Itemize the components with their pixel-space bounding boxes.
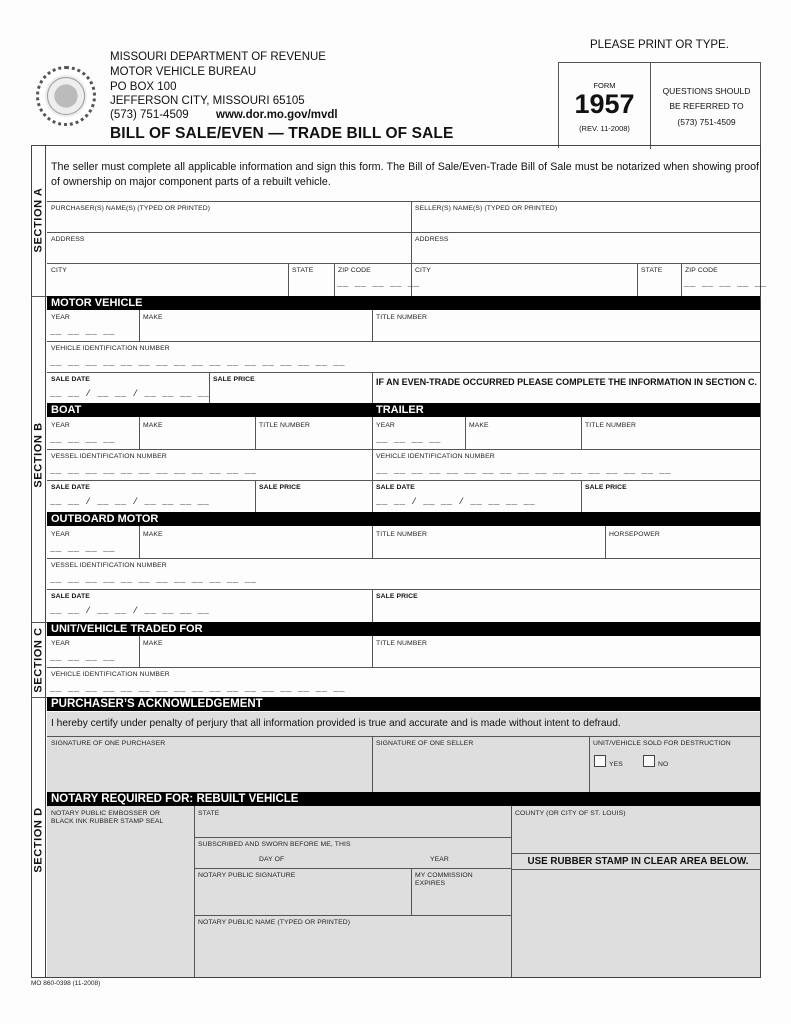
questions-line-1: QUESTIONS SHOULD: [662, 86, 751, 96]
traded-year-blanks: __ __ __ __: [50, 653, 115, 663]
day-of-label: DAY OF: [259, 856, 285, 863]
notary-signature-field[interactable]: NOTARY PUBLIC SIGNATURE: [198, 872, 296, 879]
seller-city-field[interactable]: CITY: [415, 267, 431, 274]
boat-vessel-id-blanks: __ __ __ __ __ __ __ __ __ __ __ __: [50, 466, 257, 476]
rubber-stamp-note: USE RUBBER STAMP IN CLEAR AREA BELOW.: [527, 856, 749, 867]
outboard-year-blanks: __ __ __ __: [50, 544, 115, 554]
boat-sale-price-field[interactable]: SALE PRICE: [259, 484, 301, 491]
purchaser-state-field[interactable]: STATE: [292, 267, 314, 274]
section-d-label: SECTION D: [32, 807, 45, 873]
section-a-label: SECTION A: [32, 187, 45, 253]
destruction-no-checkbox[interactable]: [643, 755, 655, 767]
outboard-year-field[interactable]: YEAR: [51, 531, 70, 538]
trailer-make-field[interactable]: MAKE: [469, 422, 489, 429]
seller-signature-field[interactable]: SIGNATURE OF ONE SELLER: [376, 740, 474, 747]
seller-zip-field[interactable]: ZIP CODE: [685, 267, 718, 274]
questions-line-2: BE REFERRED TO: [669, 101, 744, 111]
destruction-yes-label: YES: [609, 761, 623, 768]
section-b-label: SECTION B: [32, 422, 45, 488]
outboard-title-number-field[interactable]: TITLE NUMBER: [376, 531, 428, 538]
mv-title-number-field[interactable]: TITLE NUMBER: [376, 314, 428, 321]
notary-name-field[interactable]: NOTARY PUBLIC NAME (TYPED OR PRINTED): [198, 919, 351, 926]
questions-phone: (573) 751-4509: [677, 117, 736, 127]
boat-year-field[interactable]: YEAR: [51, 422, 70, 429]
form-revision: (REV. 11-2008): [579, 124, 630, 133]
trailer-vin-blanks: __ __ __ __ __ __ __ __ __ __ __ __ __ __ __ __ __: [376, 466, 672, 476]
form-label: FORM: [593, 81, 616, 90]
traded-year-field[interactable]: YEAR: [51, 640, 70, 647]
notary-year-label: YEAR: [430, 856, 449, 863]
city-line: JEFFERSON CITY, MISSOURI 65105: [110, 95, 305, 107]
boat-heading: BOAT: [47, 403, 372, 417]
notary-seal-label-1: NOTARY PUBLIC EMBOSSER OR: [51, 810, 161, 817]
trailer-sale-date-field[interactable]: SALE DATE: [376, 484, 415, 491]
po-box: PO BOX 100: [110, 81, 177, 93]
seller-state-field[interactable]: STATE: [641, 267, 663, 274]
mv-vin-blanks: __ __ __ __ __ __ __ __ __ __ __ __ __ __ __ __ __: [50, 358, 346, 368]
notary-seal-label-2: BLACK INK RUBBER STAMP SEAL: [51, 818, 164, 825]
trailer-year-blanks: __ __ __ __: [376, 435, 441, 445]
traded-make-field[interactable]: MAKE: [143, 640, 163, 647]
phone: (573) 751-4509: [110, 109, 189, 121]
traded-for-heading: UNIT/VEHICLE TRADED FOR: [47, 622, 760, 636]
boat-year-blanks: __ __ __ __: [50, 435, 115, 445]
destruction-yes-checkbox[interactable]: [594, 755, 606, 767]
purchaser-zip-blanks: __ __ __ __ __: [337, 279, 420, 289]
certification-statement: I hereby certify under penalty of perjury that all information provided is true and accurate and is made without intent to defraud.: [51, 718, 621, 729]
form-title: BILL OF SALE/EVEN — TRADE BILL OF SALE: [110, 125, 454, 142]
trailer-sale-date-blanks: __ __ / __ __ / __ __ __ __: [376, 497, 536, 507]
seller-zip-blanks: __ __ __ __ __: [684, 279, 767, 289]
trailer-sale-price-field[interactable]: SALE PRICE: [585, 484, 627, 491]
mv-sale-price-field[interactable]: SALE PRICE: [213, 376, 255, 383]
form-number: 1957: [574, 89, 635, 119]
form-code: MO 860-0398 (11-2008): [31, 980, 101, 987]
mv-vin-field[interactable]: VEHICLE IDENTIFICATION NUMBER: [51, 345, 170, 352]
mv-year-blanks: __ __ __ __: [50, 327, 115, 337]
acknowledgement-heading: PURCHASER’S ACKNOWLEDGEMENT: [47, 697, 760, 711]
mv-year-field[interactable]: YEAR: [51, 314, 70, 321]
commission-expires-label-1[interactable]: MY COMMISSION: [415, 872, 473, 879]
destruction-no-label: NO: [658, 761, 669, 768]
outboard-motor-heading: OUTBOARD MOTOR: [47, 512, 760, 526]
seller-address-field[interactable]: ADDRESS: [415, 236, 449, 243]
outboard-sale-price-field[interactable]: SALE PRICE: [376, 593, 418, 600]
print-instruction: PLEASE PRINT OR TYPE.: [590, 39, 729, 51]
even-trade-note: IF AN EVEN-TRADE OCCURRED PLEASE COMPLETE THE INFORMATION IN SECTION C.: [376, 377, 758, 387]
mv-make-field[interactable]: MAKE: [143, 314, 163, 321]
purchaser-zip-field[interactable]: ZIP CODE: [338, 267, 371, 274]
trailer-vin-field[interactable]: VEHICLE IDENTIFICATION NUMBER: [376, 453, 495, 460]
boat-sale-date-blanks: __ __ / __ __ / __ __ __ __: [50, 497, 210, 507]
trailer-heading: TRAILER: [372, 403, 760, 417]
purchaser-address-field[interactable]: ADDRESS: [51, 236, 85, 243]
traded-title-number-field[interactable]: TITLE NUMBER: [376, 640, 428, 647]
bureau-name: MOTOR VEHICLE BUREAU: [110, 66, 257, 78]
mv-sale-date-blanks: __ __ / __ __ / __ __ __ __: [50, 389, 210, 399]
seller-name-field[interactable]: SELLER(S) NAME(S) (TYPED OR PRINTED): [415, 205, 558, 212]
boat-vessel-id-field[interactable]: VESSEL IDENTIFICATION NUMBER: [51, 453, 167, 460]
outboard-horsepower-field[interactable]: HORSEPOWER: [609, 531, 660, 538]
traded-vin-field[interactable]: VEHICLE IDENTIFICATION NUMBER: [51, 671, 170, 678]
trailer-title-number-field[interactable]: TITLE NUMBER: [585, 422, 637, 429]
form-id-box: [558, 62, 761, 148]
motor-vehicle-heading: MOTOR VEHICLE: [47, 296, 760, 310]
outboard-make-field[interactable]: MAKE: [143, 531, 163, 538]
mv-sale-date-field[interactable]: SALE DATE: [51, 376, 90, 383]
commission-expires-label-2: EXPIRES: [415, 880, 446, 887]
website-link[interactable]: www.dor.mo.gov/mvdl: [216, 109, 338, 121]
seller-instructions: The seller must complete all applicable information and sign this form. The Bill of Sale/Even-Trade Bill of Sale must be notarized when showing proof of ownership on major component parts of a rebuilt vehicle.: [51, 161, 759, 188]
subscribed-sworn-label: SUBSCRIBED AND SWORN BEFORE ME, THIS: [198, 841, 351, 848]
destruction-label: UNIT/VEHICLE SOLD FOR DESTRUCTION: [593, 740, 731, 747]
agency-name: MISSOURI DEPARTMENT OF REVENUE: [110, 51, 326, 63]
purchaser-city-field[interactable]: CITY: [51, 267, 67, 274]
trailer-year-field[interactable]: YEAR: [376, 422, 395, 429]
boat-title-number-field[interactable]: TITLE NUMBER: [259, 422, 311, 429]
outboard-sale-date-blanks: __ __ / __ __ / __ __ __ __: [50, 606, 210, 616]
outboard-vessel-id-field[interactable]: VESSEL IDENTIFICATION NUMBER: [51, 562, 167, 569]
notary-county-field[interactable]: COUNTY (OR CITY OF ST. LOUIS): [515, 810, 626, 817]
purchaser-signature-field[interactable]: SIGNATURE OF ONE PURCHASER: [51, 740, 166, 747]
notary-heading: NOTARY REQUIRED FOR: REBUILT VEHICLE: [47, 792, 760, 806]
boat-make-field[interactable]: MAKE: [143, 422, 163, 429]
boat-sale-date-field[interactable]: SALE DATE: [51, 484, 90, 491]
notary-state-field[interactable]: STATE: [198, 810, 220, 817]
outboard-sale-date-field[interactable]: SALE DATE: [51, 593, 90, 600]
traded-vin-blanks: __ __ __ __ __ __ __ __ __ __ __ __ __ __ __ __ __: [50, 684, 346, 694]
state-seal-icon: [36, 66, 96, 126]
section-c-label: SECTION C: [32, 626, 45, 693]
outboard-vessel-id-blanks: __ __ __ __ __ __ __ __ __ __ __ __: [50, 575, 257, 585]
purchaser-name-field[interactable]: PURCHASER(S) NAME(S) (TYPED OR PRINTED): [51, 205, 211, 212]
